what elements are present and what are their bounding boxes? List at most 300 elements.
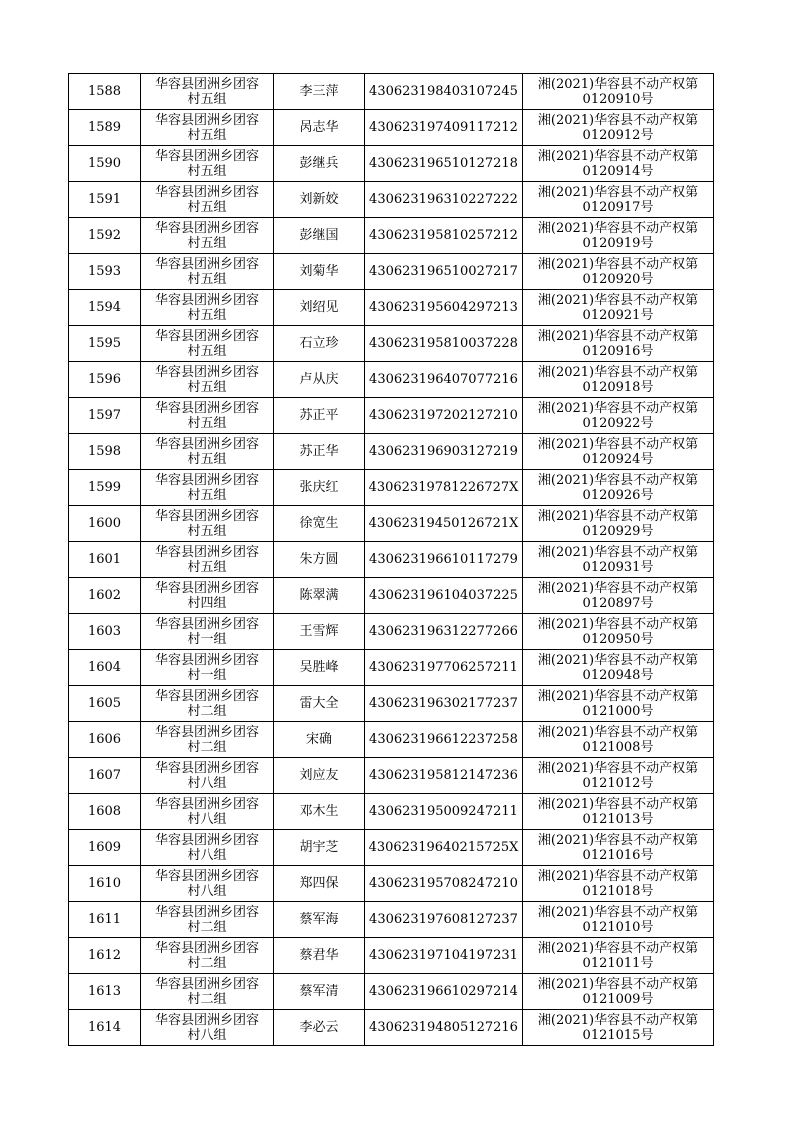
address-cell (141, 434, 274, 470)
address-line-1: 华容县团洲乡团容 (154, 868, 259, 884)
certificate-cell (523, 758, 714, 794)
certificate-cell (523, 254, 714, 290)
record-number: 1588 (87, 84, 122, 99)
address-cell (141, 686, 274, 722)
table-row (69, 506, 714, 542)
table-row (69, 938, 714, 974)
address-line-2: 村八组 (187, 811, 227, 827)
record-number-cell (69, 254, 141, 290)
certificate-cell (523, 74, 714, 110)
address-cell (141, 74, 274, 110)
table-row (69, 326, 714, 362)
certificate-line-1: 湘(2021)华容县不动产权第 (537, 436, 699, 452)
id-number: 430623197202127210 (369, 408, 518, 423)
record-number: 1607 (87, 768, 122, 783)
address-cell (141, 110, 274, 146)
address-line-2: 村五组 (187, 343, 227, 359)
owner-name-cell (274, 218, 365, 254)
record-number-cell (69, 866, 141, 902)
certificate-line-1: 湘(2021)华容县不动产权第 (537, 76, 699, 92)
address-cell (141, 794, 274, 830)
record-number: 1602 (87, 588, 122, 603)
owner-name: 朱方圆 (299, 552, 339, 567)
id-number: 430623195708247210 (369, 876, 518, 891)
address-line-2: 村一组 (187, 667, 227, 683)
owner-name: 苏正平 (299, 408, 339, 423)
certificate-cell (523, 722, 714, 758)
id-number: 430623197706257211 (369, 660, 518, 675)
owner-name: 陈翠满 (299, 588, 339, 603)
id-number-cell (365, 722, 523, 758)
certificate-line-2: 0120918号 (582, 379, 654, 395)
certificate-line-1: 湘(2021)华容县不动产权第 (537, 112, 699, 128)
owner-name: 宋确 (305, 732, 332, 747)
owner-name-cell (274, 398, 365, 434)
owner-name: 蔡军海 (299, 912, 339, 927)
record-number: 1596 (87, 372, 122, 387)
record-number: 1612 (87, 948, 122, 963)
address-line-2: 村五组 (187, 271, 227, 287)
owner-name-cell (274, 74, 365, 110)
certificate-cell (523, 434, 714, 470)
record-number: 1589 (87, 120, 122, 135)
table-row (69, 758, 714, 794)
owner-name: 卢从庆 (299, 372, 339, 387)
table-row (69, 362, 714, 398)
address-line-2: 村五组 (187, 127, 227, 143)
table-row (69, 542, 714, 578)
address-cell (141, 614, 274, 650)
certificate-line-1: 湘(2021)华容县不动产权第 (537, 1012, 699, 1028)
owner-name: 李三萍 (299, 84, 339, 99)
record-number-cell (69, 506, 141, 542)
address-line-2: 村五组 (187, 487, 227, 503)
table-row (69, 830, 714, 866)
certificate-cell (523, 974, 714, 1010)
owner-name: 刘应友 (299, 768, 339, 783)
certificate-line-1: 湘(2021)华容县不动产权第 (537, 940, 699, 956)
certificate-line-1: 湘(2021)华容县不动产权第 (537, 760, 699, 776)
id-number: 43062319450126721X (368, 516, 519, 531)
id-number: 430623195810037228 (369, 336, 518, 351)
address-line-1: 华容县团洲乡团容 (154, 472, 259, 488)
owner-name: 李必云 (299, 1020, 339, 1035)
certificate-line-2: 0120931号 (582, 559, 654, 575)
id-number: 43062319640215725X (368, 840, 519, 855)
owner-name-cell (274, 290, 365, 326)
id-number-cell (365, 902, 523, 938)
address-line-1: 华容县团洲乡团容 (154, 1012, 259, 1028)
address-line-2: 村八组 (187, 1027, 227, 1043)
id-number-cell (365, 326, 523, 362)
record-number-cell (69, 74, 141, 110)
owner-name-cell (274, 830, 365, 866)
id-number-cell (365, 146, 523, 182)
certificate-cell (523, 794, 714, 830)
address-line-2: 村五组 (187, 379, 227, 395)
record-number-cell (69, 470, 141, 506)
certificate-line-2: 0121000号 (582, 703, 654, 719)
address-line-1: 华容县团洲乡团容 (154, 436, 259, 452)
owner-name-cell (274, 866, 365, 902)
record-number: 1608 (87, 804, 122, 819)
certificate-line-1: 湘(2021)华容县不动产权第 (537, 220, 699, 236)
record-number-cell (69, 1010, 141, 1046)
id-number-cell (365, 830, 523, 866)
owner-name-cell (274, 110, 365, 146)
record-number-cell (69, 578, 141, 614)
id-number-cell (365, 470, 523, 506)
address-cell (141, 362, 274, 398)
id-number: 430623195604297213 (369, 300, 518, 315)
record-number-cell (69, 722, 141, 758)
address-line-1: 华容县团洲乡团容 (154, 148, 259, 164)
address-cell (141, 578, 274, 614)
address-line-2: 村五组 (187, 307, 227, 323)
owner-name-cell (274, 650, 365, 686)
certificate-line-2: 0120921号 (582, 307, 654, 323)
certificate-line-2: 0120910号 (582, 91, 654, 107)
record-number: 1591 (87, 192, 122, 207)
address-cell (141, 146, 274, 182)
certificate-line-1: 湘(2021)华容县不动产权第 (537, 148, 699, 164)
table-row (69, 686, 714, 722)
owner-name-cell (274, 938, 365, 974)
certificate-cell (523, 290, 714, 326)
record-number-cell (69, 794, 141, 830)
records-table (68, 73, 714, 1046)
certificate-line-2: 0120920号 (582, 271, 654, 287)
certificate-line-1: 湘(2021)华容县不动产权第 (537, 580, 699, 596)
address-line-1: 华容县团洲乡团容 (154, 364, 259, 380)
address-line-2: 村五组 (187, 199, 227, 215)
certificate-line-2: 0121012号 (582, 775, 654, 791)
id-number: 430623195812147236 (369, 768, 518, 783)
record-number: 1604 (87, 660, 122, 675)
owner-name: 彭继兵 (299, 156, 339, 171)
certificate-line-2: 0121015号 (582, 1027, 654, 1043)
address-cell (141, 506, 274, 542)
table-row (69, 974, 714, 1010)
address-line-1: 华容县团洲乡团容 (154, 832, 259, 848)
id-number-cell (365, 506, 523, 542)
id-number-cell (365, 110, 523, 146)
address-line-1: 华容县团洲乡团容 (154, 328, 259, 344)
address-line-1: 华容县团洲乡团容 (154, 796, 259, 812)
id-number: 430623196903127219 (369, 444, 518, 459)
record-number: 1597 (87, 408, 122, 423)
record-number: 1603 (87, 624, 122, 639)
table-row (69, 218, 714, 254)
record-number-cell (69, 938, 141, 974)
certificate-line-1: 湘(2021)华容县不动产权第 (537, 868, 699, 884)
owner-name-cell (274, 578, 365, 614)
certificate-line-2: 0120948号 (582, 667, 654, 683)
id-number: 430623197409117212 (369, 120, 518, 135)
certificate-line-1: 湘(2021)华容县不动产权第 (537, 976, 699, 992)
address-line-2: 村五组 (187, 559, 227, 575)
certificate-line-1: 湘(2021)华容县不动产权第 (537, 184, 699, 200)
certificate-line-1: 湘(2021)华容县不动产权第 (537, 616, 699, 632)
record-number: 1614 (87, 1020, 122, 1035)
address-line-1: 华容县团洲乡团容 (154, 688, 259, 704)
address-line-1: 华容县团洲乡团容 (154, 400, 259, 416)
certificate-cell (523, 830, 714, 866)
id-number-cell (365, 614, 523, 650)
id-number: 430623197608127237 (369, 912, 518, 927)
table-row (69, 146, 714, 182)
owner-name-cell (274, 1010, 365, 1046)
certificate-cell (523, 542, 714, 578)
address-cell (141, 1010, 274, 1046)
certificate-line-2: 0120912号 (582, 127, 654, 143)
owner-name: 苏正华 (299, 444, 339, 459)
owner-name-cell (274, 758, 365, 794)
certificate-line-2: 0120914号 (582, 163, 654, 179)
owner-name: 石立珍 (299, 336, 339, 351)
record-number: 1593 (87, 264, 122, 279)
table-row (69, 650, 714, 686)
certificate-line-2: 0121008号 (582, 739, 654, 755)
address-line-2: 村八组 (187, 847, 227, 863)
id-number: 430623195810257212 (369, 228, 518, 243)
id-number: 430623196302177237 (369, 696, 518, 711)
certificate-line-2: 0121013号 (582, 811, 654, 827)
owner-name: 刘新姣 (299, 192, 339, 207)
record-number-cell (69, 218, 141, 254)
record-number-cell (69, 758, 141, 794)
certificate-line-2: 0120917号 (582, 199, 654, 215)
certificate-line-1: 湘(2021)华容县不动产权第 (537, 544, 699, 560)
table-row (69, 902, 714, 938)
certificate-cell (523, 182, 714, 218)
record-number: 1611 (87, 912, 122, 927)
id-number: 430623196407077216 (369, 372, 518, 387)
id-number: 430623198403107245 (369, 84, 518, 99)
certificate-line-1: 湘(2021)华容县不动产权第 (537, 328, 699, 344)
id-number: 430623196612237258 (369, 732, 518, 747)
address-cell (141, 398, 274, 434)
record-number: 1613 (87, 984, 122, 999)
table-row (69, 470, 714, 506)
record-number-cell (69, 542, 141, 578)
table-row (69, 74, 714, 110)
record-number-cell (69, 902, 141, 938)
certificate-line-2: 0120916号 (582, 343, 654, 359)
owner-name-cell (274, 254, 365, 290)
address-cell (141, 290, 274, 326)
address-line-1: 华容县团洲乡团容 (154, 76, 259, 92)
address-cell (141, 866, 274, 902)
address-cell (141, 902, 274, 938)
address-line-2: 村五组 (187, 163, 227, 179)
id-number-cell (365, 938, 523, 974)
table-row (69, 866, 714, 902)
certificate-line-1: 湘(2021)华容县不动产权第 (537, 292, 699, 308)
address-line-2: 村二组 (187, 703, 227, 719)
id-number-cell (365, 866, 523, 902)
owner-name: 刘菊华 (299, 264, 339, 279)
owner-name: 呙志华 (299, 120, 339, 135)
id-number: 430623196610117279 (369, 552, 518, 567)
table-row (69, 182, 714, 218)
id-number-cell (365, 290, 523, 326)
address-line-1: 华容县团洲乡团容 (154, 616, 259, 632)
owner-name-cell (274, 326, 365, 362)
certificate-line-1: 湘(2021)华容县不动产权第 (537, 364, 699, 380)
record-number: 1594 (87, 300, 122, 315)
address-line-2: 村五组 (187, 415, 227, 431)
id-number: 430623196510027217 (369, 264, 518, 279)
certificate-line-1: 湘(2021)华容县不动产权第 (537, 904, 699, 920)
id-number-cell (365, 758, 523, 794)
owner-name: 王雪辉 (299, 624, 339, 639)
record-number-cell (69, 326, 141, 362)
address-line-2: 村一组 (187, 631, 227, 647)
owner-name: 刘绍见 (299, 300, 339, 315)
address-line-1: 华容县团洲乡团容 (154, 544, 259, 560)
certificate-line-2: 0120924号 (582, 451, 654, 467)
owner-name: 吴胜峰 (299, 660, 339, 675)
record-number-cell (69, 290, 141, 326)
address-line-2: 村二组 (187, 739, 227, 755)
address-line-2: 村五组 (187, 451, 227, 467)
records-table-body (69, 74, 714, 1046)
id-number-cell (365, 1010, 523, 1046)
certificate-line-1: 湘(2021)华容县不动产权第 (537, 724, 699, 740)
owner-name-cell (274, 146, 365, 182)
certificate-line-2: 0120897号 (582, 595, 654, 611)
record-number: 1590 (87, 156, 122, 171)
owner-name: 蔡君华 (299, 948, 339, 963)
address-line-2: 村二组 (187, 991, 227, 1007)
address-line-2: 村五组 (187, 91, 227, 107)
certificate-line-1: 湘(2021)华容县不动产权第 (537, 796, 699, 812)
id-number: 43062319781226727X (368, 480, 519, 495)
address-cell (141, 542, 274, 578)
certificate-line-2: 0120929号 (582, 523, 654, 539)
record-number-cell (69, 146, 141, 182)
record-number: 1595 (87, 336, 122, 351)
certificate-line-2: 0121009号 (582, 991, 654, 1007)
id-number: 430623196610297214 (369, 984, 518, 999)
record-number: 1592 (87, 228, 122, 243)
certificate-cell (523, 110, 714, 146)
owner-name-cell (274, 794, 365, 830)
certificate-line-2: 0120919号 (582, 235, 654, 251)
id-number-cell (365, 362, 523, 398)
address-cell (141, 470, 274, 506)
table-row (69, 722, 714, 758)
certificate-line-1: 湘(2021)华容县不动产权第 (537, 508, 699, 524)
certificate-cell (523, 470, 714, 506)
address-cell (141, 974, 274, 1010)
address-line-1: 华容县团洲乡团容 (154, 724, 259, 740)
table-row (69, 434, 714, 470)
certificate-cell (523, 578, 714, 614)
address-line-2: 村四组 (187, 595, 227, 611)
table-row (69, 398, 714, 434)
certificate-cell (523, 1010, 714, 1046)
certificate-cell (523, 686, 714, 722)
certificate-cell (523, 326, 714, 362)
id-number: 430623197104197231 (369, 948, 518, 963)
certificate-cell (523, 362, 714, 398)
record-number: 1600 (87, 516, 122, 531)
owner-name-cell (274, 362, 365, 398)
id-number-cell (365, 434, 523, 470)
owner-name-cell (274, 686, 365, 722)
address-cell (141, 182, 274, 218)
record-number: 1606 (87, 732, 122, 747)
record-number-cell (69, 434, 141, 470)
certificate-line-2: 0121018号 (582, 883, 654, 899)
address-line-1: 华容县团洲乡团容 (154, 652, 259, 668)
id-number-cell (365, 650, 523, 686)
address-cell (141, 758, 274, 794)
address-line-1: 华容县团洲乡团容 (154, 112, 259, 128)
id-number: 430623196510127218 (369, 156, 518, 171)
owner-name-cell (274, 974, 365, 1010)
id-number-cell (365, 398, 523, 434)
certificate-line-1: 湘(2021)华容县不动产权第 (537, 652, 699, 668)
table-row (69, 110, 714, 146)
address-line-1: 华容县团洲乡团容 (154, 220, 259, 236)
record-number-cell (69, 686, 141, 722)
owner-name-cell (274, 434, 365, 470)
table-row (69, 1010, 714, 1046)
address-line-2: 村五组 (187, 235, 227, 251)
owner-name-cell (274, 902, 365, 938)
owner-name-cell (274, 722, 365, 758)
owner-name-cell (274, 182, 365, 218)
id-number-cell (365, 254, 523, 290)
record-number: 1610 (87, 876, 122, 891)
address-line-1: 华容县团洲乡团容 (154, 184, 259, 200)
owner-name-cell (274, 470, 365, 506)
record-number: 1599 (87, 480, 122, 495)
address-cell (141, 722, 274, 758)
certificate-line-1: 湘(2021)华容县不动产权第 (537, 256, 699, 272)
address-line-1: 华容县团洲乡团容 (154, 292, 259, 308)
certificate-line-2: 0120950号 (582, 631, 654, 647)
address-line-2: 村五组 (187, 523, 227, 539)
certificate-line-1: 湘(2021)华容县不动产权第 (537, 688, 699, 704)
id-number-cell (365, 686, 523, 722)
table-row (69, 614, 714, 650)
id-number-cell (365, 974, 523, 1010)
certificate-line-1: 湘(2021)华容县不动产权第 (537, 472, 699, 488)
record-number: 1601 (87, 552, 122, 567)
record-number-cell (69, 182, 141, 218)
address-line-1: 华容县团洲乡团容 (154, 508, 259, 524)
record-number-cell (69, 110, 141, 146)
certificate-line-2: 0121010号 (582, 919, 654, 935)
certificate-line-2: 0121011号 (582, 955, 654, 971)
record-number-cell (69, 398, 141, 434)
owner-name-cell (274, 506, 365, 542)
owner-name: 雷大全 (299, 696, 339, 711)
id-number-cell (365, 218, 523, 254)
id-number-cell (365, 794, 523, 830)
id-number: 430623194805127216 (369, 1020, 518, 1035)
owner-name-cell (274, 542, 365, 578)
certificate-line-2: 0120922号 (582, 415, 654, 431)
owner-name: 徐宽生 (299, 516, 339, 531)
certificate-cell (523, 866, 714, 902)
owner-name: 蔡军清 (299, 984, 339, 999)
address-cell (141, 218, 274, 254)
